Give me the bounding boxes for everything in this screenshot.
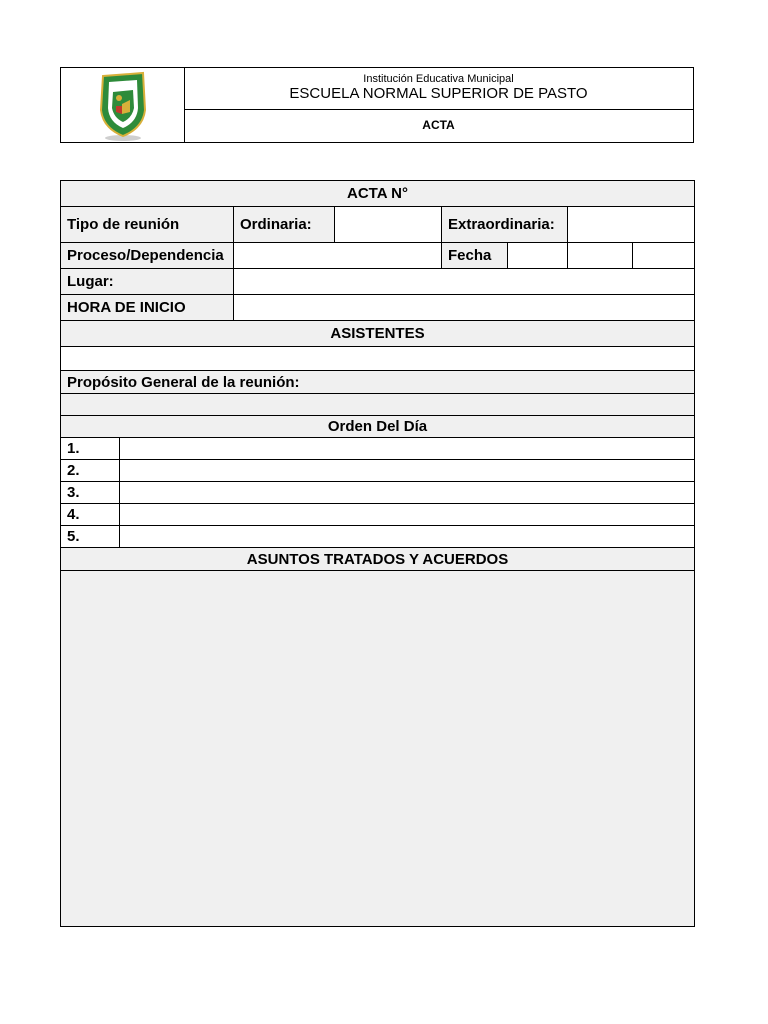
start-time-field[interactable] — [234, 295, 695, 321]
process-label: Proceso/Dependencia — [61, 243, 234, 269]
agenda-item-number: 5. — [61, 526, 120, 548]
school-name: ESCUELA NORMAL SUPERIOR DE PASTO — [289, 85, 588, 102]
document-type: ACTA — [422, 118, 455, 132]
agenda-item-number: 4. — [61, 504, 120, 526]
ordinary-field[interactable] — [335, 207, 442, 243]
date-year-field[interactable] — [633, 243, 695, 269]
agenda-item-field[interactable] — [120, 504, 695, 526]
institution-text: Institución Educativa Municipal — [363, 73, 514, 85]
extraordinary-field[interactable] — [568, 207, 695, 243]
process-field[interactable] — [234, 243, 442, 269]
place-field[interactable] — [234, 269, 695, 295]
date-day-field[interactable] — [508, 243, 568, 269]
acta-number-header: ACTA N° — [61, 181, 695, 207]
header-doc-cell — [184, 109, 693, 142]
extraordinary-label: Extraordinaria: — [442, 207, 568, 243]
logo-cell — [61, 68, 185, 142]
purpose-field[interactable] — [61, 394, 695, 416]
acta-form — [60, 180, 695, 927]
start-time-label: HORA DE INICIO — [61, 295, 234, 321]
header-title-cell — [184, 68, 693, 110]
agenda-item-field[interactable] — [120, 482, 695, 504]
agenda-item-field[interactable] — [120, 526, 695, 548]
place-label: Lugar: — [61, 269, 234, 295]
date-label: Fecha — [442, 243, 508, 269]
agenda-item-number: 2. — [61, 460, 120, 482]
date-month-field[interactable] — [568, 243, 633, 269]
agenda-heading: Orden Del Día — [61, 416, 695, 438]
agenda-item-field[interactable] — [120, 460, 695, 482]
purpose-label: Propósito General de la reunión: — [61, 371, 695, 394]
topics-field[interactable] — [61, 571, 695, 927]
ordinary-label: Ordinaria: — [234, 207, 335, 243]
school-shield-logo-icon — [97, 70, 149, 142]
attendees-field[interactable] — [61, 347, 695, 371]
meeting-type-label: Tipo de reunión — [61, 207, 234, 243]
attendees-heading: ASISTENTES — [61, 321, 695, 347]
document-header — [60, 67, 694, 143]
agenda-item-number: 3. — [61, 482, 120, 504]
agenda-item-number: 1. — [61, 438, 120, 460]
topics-heading: ASUNTOS TRATADOS Y ACUERDOS — [61, 548, 695, 571]
agenda-item-field[interactable] — [120, 438, 695, 460]
